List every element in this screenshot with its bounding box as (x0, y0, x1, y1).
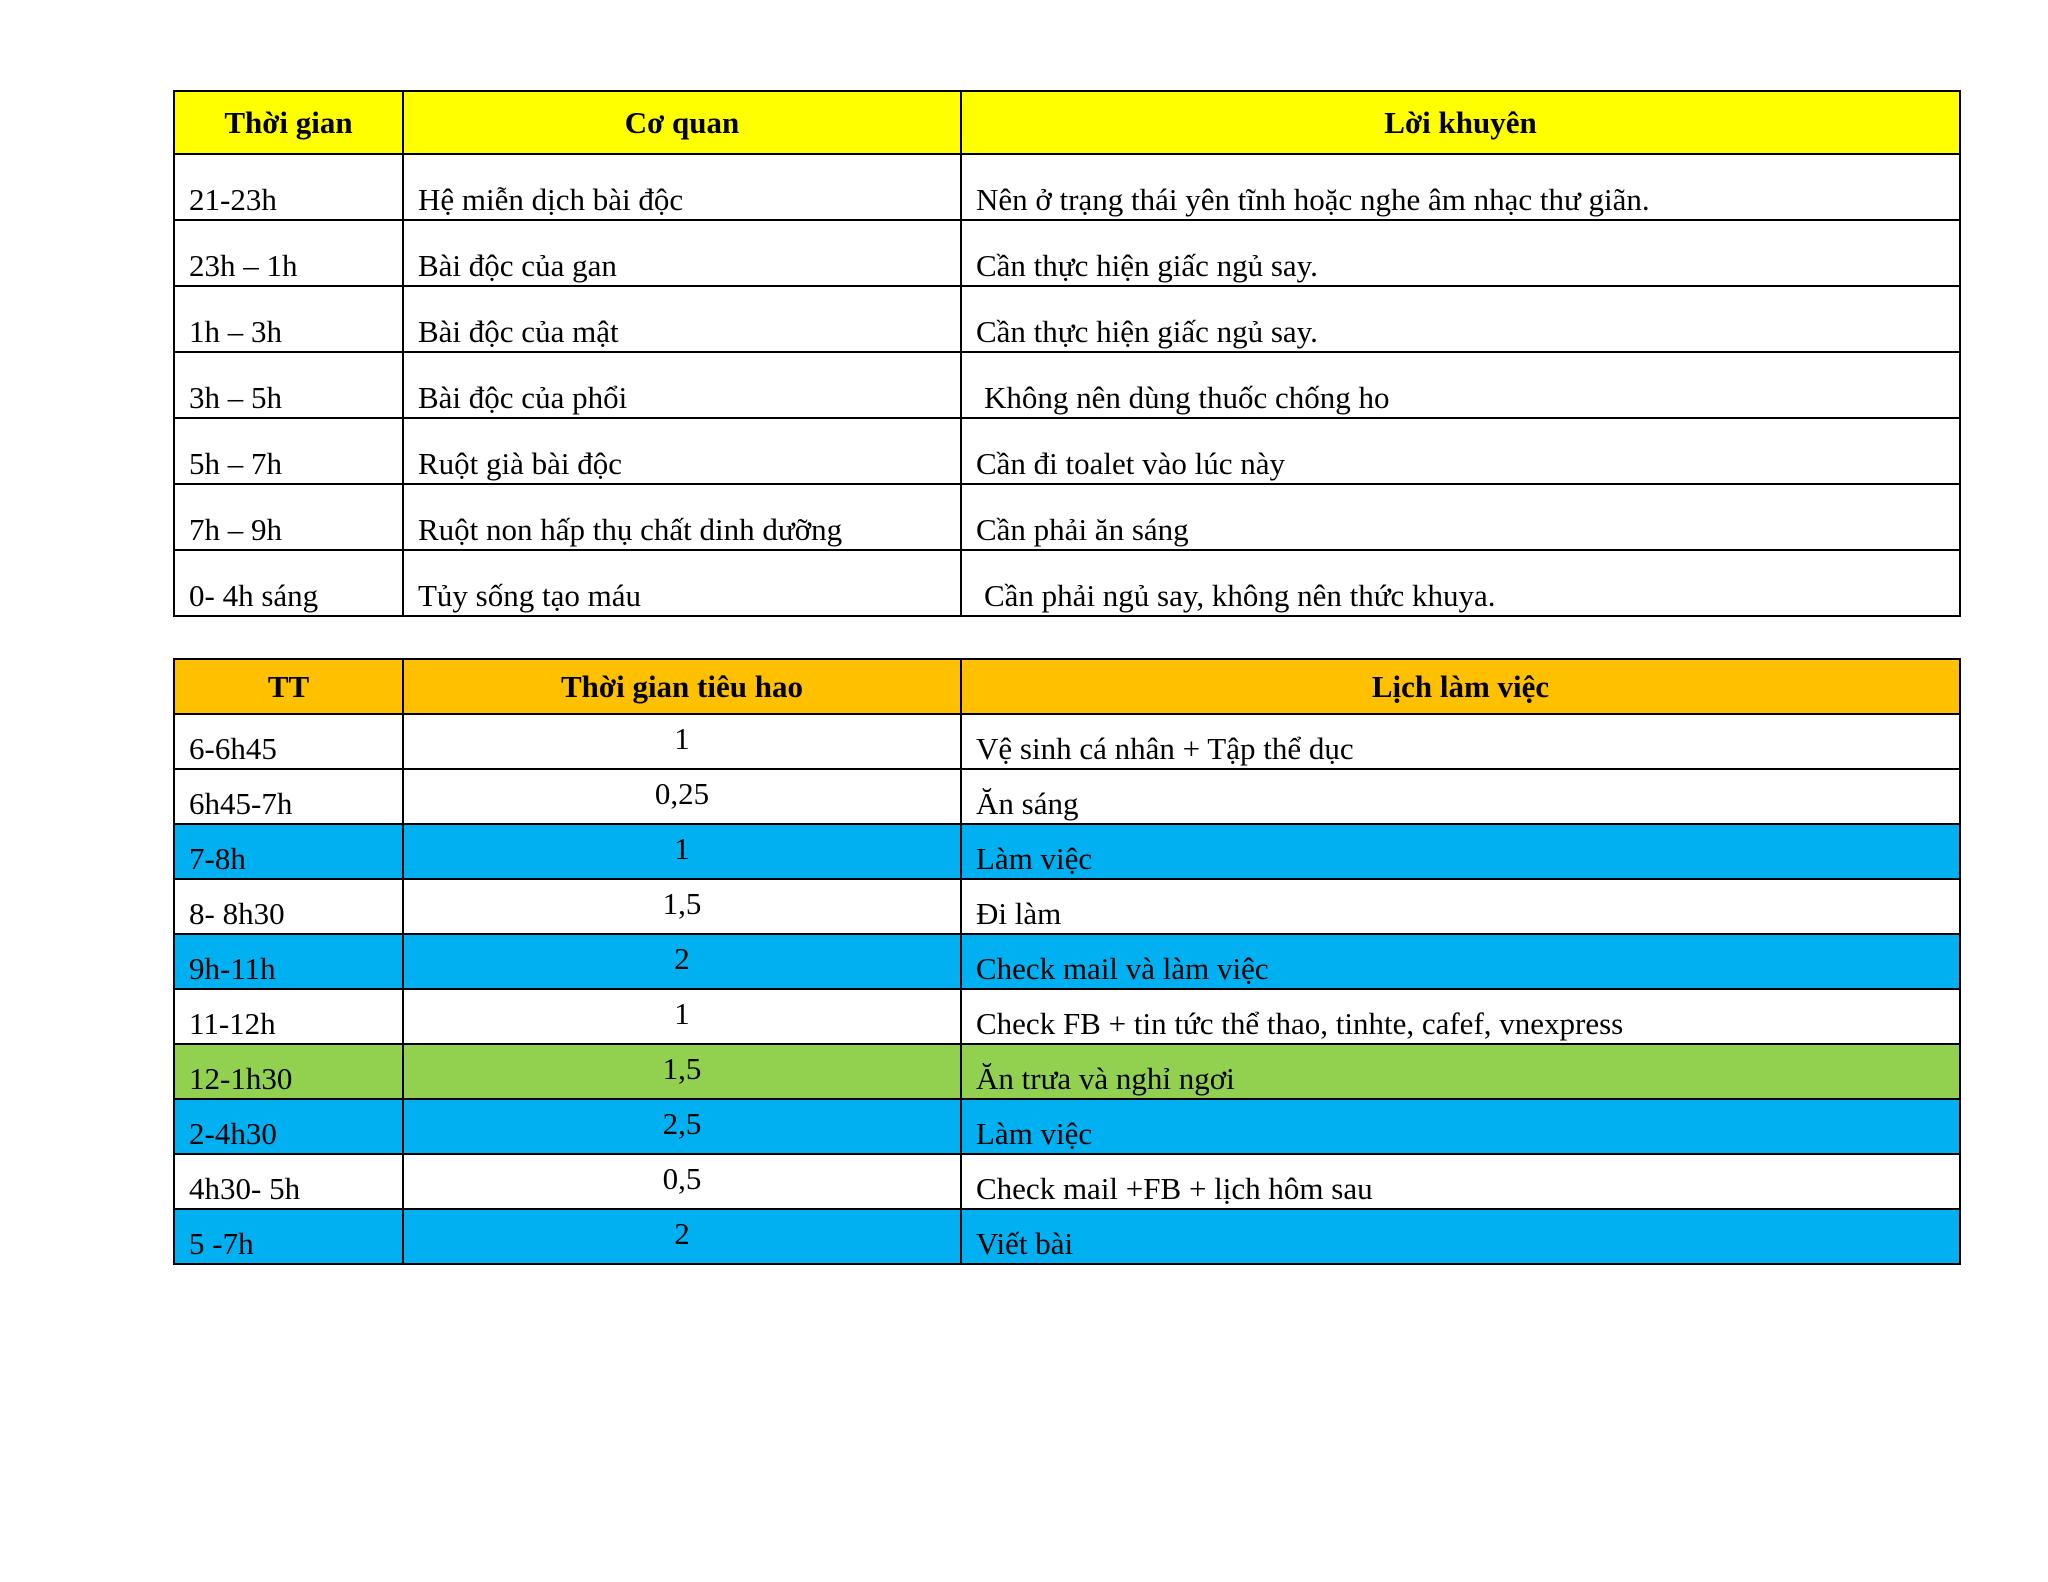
cell-task: Check FB + tin tức thể thao, tinhte, cafef, vnexpress (961, 989, 1960, 1044)
cell-organ: Bài độc của gan (403, 220, 961, 286)
cell-advice: Nên ở trạng thái yên tĩnh hoặc nghe âm nhạc thư giãn. (961, 154, 1960, 220)
cell-hours: 1 (403, 714, 961, 769)
cell-tt: 5 -7h (174, 1209, 403, 1264)
cell-organ: Hệ miễn dịch bài độc (403, 154, 961, 220)
cell-advice: Cần đi toalet vào lúc này (961, 418, 1960, 484)
cell-tt: 8- 8h30 (174, 879, 403, 934)
table-row (174, 714, 1960, 769)
table-row (174, 934, 1960, 989)
cell-task: Ăn sáng (961, 769, 1960, 824)
cell-hours: 2 (403, 1209, 961, 1264)
table-header-row (174, 91, 1960, 154)
table-row (174, 550, 1960, 616)
table-row (174, 1154, 1960, 1209)
cell-tt: 4h30- 5h (174, 1154, 403, 1209)
header-advice: Lời khuyên (961, 91, 1960, 154)
cell-tt: 9h-11h (174, 934, 403, 989)
cell-task: Làm việc (961, 1099, 1960, 1154)
cell-tt: 7-8h (174, 824, 403, 879)
cell-organ: Bài độc của phổi (403, 352, 961, 418)
cell-advice: Cần thực hiện giấc ngủ say. (961, 220, 1960, 286)
cell-task: Làm việc (961, 824, 1960, 879)
cell-hours: 1,5 (403, 879, 961, 934)
cell-time: 1h – 3h (174, 286, 403, 352)
table-row (174, 484, 1960, 550)
cell-tt: 6h45-7h (174, 769, 403, 824)
table-row (174, 418, 1960, 484)
cell-organ: Bài độc của mật (403, 286, 961, 352)
cell-hours: 0,25 (403, 769, 961, 824)
header-tt: TT (174, 659, 403, 714)
table-row (174, 1044, 1960, 1099)
cell-task: Đi làm (961, 879, 1960, 934)
cell-hours: 1 (403, 824, 961, 879)
cell-advice: Không nên dùng thuốc chống ho (961, 352, 1960, 418)
cell-task: Check mail và làm việc (961, 934, 1960, 989)
table-row (174, 1099, 1960, 1154)
cell-organ: Tủy sống tạo máu (403, 550, 961, 616)
cell-time: 7h – 9h (174, 484, 403, 550)
table-row (174, 769, 1960, 824)
cell-hours: 2 (403, 934, 961, 989)
cell-time: 23h – 1h (174, 220, 403, 286)
cell-task: Ăn trưa và nghỉ ngơi (961, 1044, 1960, 1099)
header-task: Lịch làm việc (961, 659, 1960, 714)
header-organ: Cơ quan (403, 91, 961, 154)
work-schedule-table (173, 658, 1961, 1265)
table-row (174, 352, 1960, 418)
table-row (174, 220, 1960, 286)
cell-advice: Cần phải ngủ say, không nên thức khuya. (961, 550, 1960, 616)
table-header-row (174, 659, 1960, 714)
cell-tt: 12-1h30 (174, 1044, 403, 1099)
cell-hours: 1,5 (403, 1044, 961, 1099)
cell-task: Check mail +FB + lịch hôm sau (961, 1154, 1960, 1209)
cell-tt: 6-6h45 (174, 714, 403, 769)
cell-time: 3h – 5h (174, 352, 403, 418)
table-row (174, 824, 1960, 879)
cell-hours: 1 (403, 989, 961, 1044)
table-row (174, 154, 1960, 220)
cell-tt: 11-12h (174, 989, 403, 1044)
cell-organ: Ruột già bài độc (403, 418, 961, 484)
cell-task: Vệ sinh cá nhân + Tập thể dục (961, 714, 1960, 769)
table-row (174, 879, 1960, 934)
cell-time: 0- 4h sáng (174, 550, 403, 616)
header-hours: Thời gian tiêu hao (403, 659, 961, 714)
table-row (174, 989, 1960, 1044)
table-row (174, 1209, 1960, 1264)
header-time: Thời gian (174, 91, 403, 154)
cell-task: Viết bài (961, 1209, 1960, 1264)
cell-time: 5h – 7h (174, 418, 403, 484)
cell-organ: Ruột non hấp thụ chất dinh dưỡng (403, 484, 961, 550)
cell-advice: Cần thực hiện giấc ngủ say. (961, 286, 1960, 352)
cell-hours: 2,5 (403, 1099, 961, 1154)
cell-tt: 2-4h30 (174, 1099, 403, 1154)
body-clock-table (173, 90, 1961, 617)
cell-advice: Cần phải ăn sáng (961, 484, 1960, 550)
table-row (174, 286, 1960, 352)
cell-hours: 0,5 (403, 1154, 961, 1209)
cell-time: 21-23h (174, 154, 403, 220)
